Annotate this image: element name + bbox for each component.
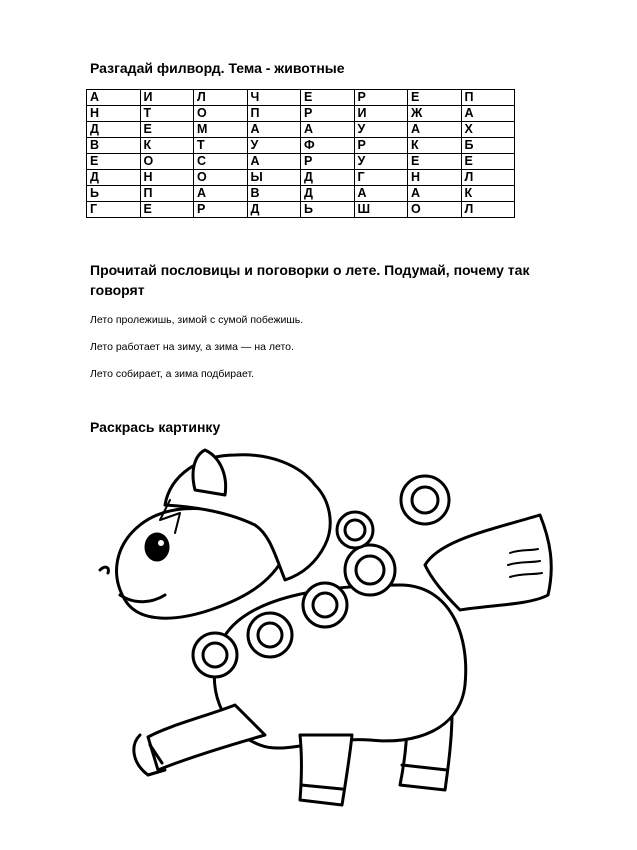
coloring-title: Раскрась картинку [90, 419, 221, 435]
filword-cell: П [140, 186, 194, 202]
filword-cell: О [194, 106, 248, 122]
filword-cell: Н [408, 170, 462, 186]
filword-cell: К [140, 138, 194, 154]
filword-cell: А [247, 154, 301, 170]
filword-cell: Р [354, 90, 408, 106]
filword-cell: Ж [408, 106, 462, 122]
filword-cell: Д [301, 186, 355, 202]
filword-cell: О [408, 202, 462, 218]
filword-cell: И [354, 106, 408, 122]
filword-cell: Л [461, 170, 515, 186]
filword-cell: Т [140, 106, 194, 122]
filword-cell: А [408, 122, 462, 138]
filword-cell: А [461, 106, 515, 122]
filword-row [87, 90, 515, 106]
proverb-2: Лето работает на зиму, а зима — на лето. [90, 341, 294, 353]
filword-cell: Б [461, 138, 515, 154]
filword-cell: А [87, 90, 141, 106]
filword-cell: Г [87, 202, 141, 218]
filword-cell: Ы [247, 170, 301, 186]
filword-cell: В [87, 138, 141, 154]
filword-cell: Н [87, 106, 141, 122]
filword-cell: Д [87, 122, 141, 138]
filword-cell: С [194, 154, 248, 170]
filword-row [87, 106, 515, 122]
filword-row [87, 138, 515, 154]
filword-cell: Л [194, 90, 248, 106]
filword-row [87, 186, 515, 202]
filword-row [87, 122, 515, 138]
filword-cell: Ч [247, 90, 301, 106]
filword-cell: Е [301, 90, 355, 106]
filword-cell: И [140, 90, 194, 106]
filword-title: Разгадай филворд. Тема - животные [90, 60, 345, 76]
filword-cell: Е [140, 202, 194, 218]
filword-row [87, 170, 515, 186]
filword-cell: В [247, 186, 301, 202]
filword-cell: Т [194, 138, 248, 154]
filword-cell: М [194, 122, 248, 138]
filword-cell: У [354, 122, 408, 138]
pony-eye [146, 534, 168, 560]
filword-cell: Е [461, 154, 515, 170]
filword-cell: Р [354, 138, 408, 154]
filword-cell: Д [247, 202, 301, 218]
proverbs-title: Прочитай пословицы и поговорки о лете. Подумай, почему так говорят [90, 262, 530, 298]
filword-cell: А [194, 186, 248, 202]
pony-coloring-picture [70, 445, 570, 825]
pony-front-leg-2 [300, 735, 352, 805]
filword-cell: Е [408, 154, 462, 170]
filword-cell: О [140, 154, 194, 170]
filword-cell: Р [301, 106, 355, 122]
filword-cell: Г [354, 170, 408, 186]
filword-cell: У [354, 154, 408, 170]
filword-row [87, 202, 515, 218]
proverb-3: Лето собирает, а зима подбирает. [90, 368, 255, 380]
filword-cell: К [461, 186, 515, 202]
filword-row [87, 154, 515, 170]
filword-cell: Х [461, 122, 515, 138]
filword-cell: Р [301, 154, 355, 170]
filword-grid [86, 89, 515, 218]
filword-cell: П [247, 106, 301, 122]
filword-cell: Е [87, 154, 141, 170]
filword-cell: Д [301, 170, 355, 186]
filword-cell: Д [87, 170, 141, 186]
filword-cell: А [301, 122, 355, 138]
filword-cell: Ь [87, 186, 141, 202]
filword-cell: Е [140, 122, 194, 138]
proverb-1: Лето пролежишь, зимой с сумой побежишь. [90, 314, 304, 326]
filword-cell: Р [194, 202, 248, 218]
filword-cell: У [247, 138, 301, 154]
filword-cell: Л [461, 202, 515, 218]
filword-cell: К [408, 138, 462, 154]
filword-cell: О [194, 170, 248, 186]
filword-cell: Ь [301, 202, 355, 218]
filword-cell: П [461, 90, 515, 106]
filword-cell: А [408, 186, 462, 202]
filword-cell: Н [140, 170, 194, 186]
filword-cell: А [354, 186, 408, 202]
filword-cell: А [247, 122, 301, 138]
filword-cell: Е [408, 90, 462, 106]
filword-cell: Ш [354, 202, 408, 218]
filword-cell: Ф [301, 138, 355, 154]
